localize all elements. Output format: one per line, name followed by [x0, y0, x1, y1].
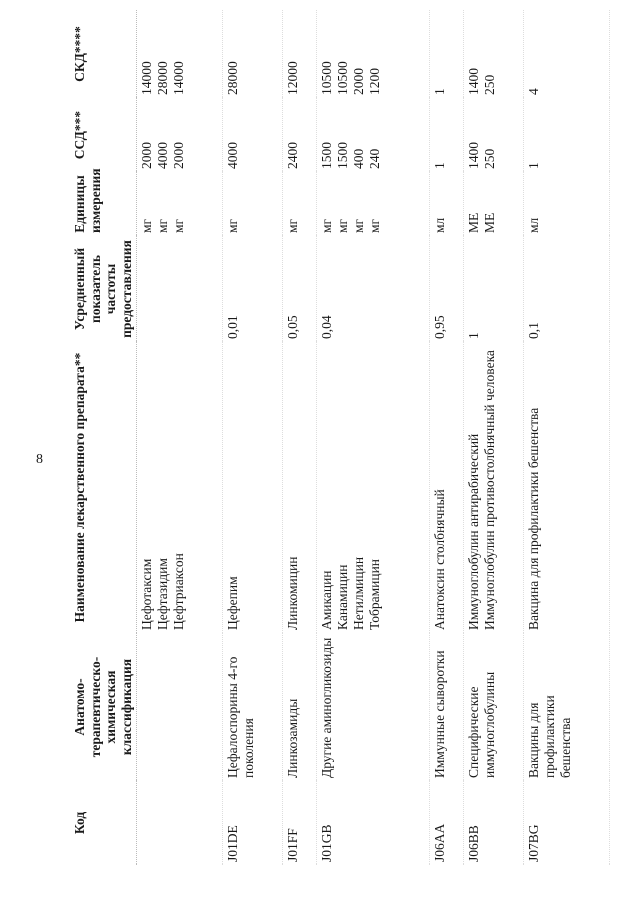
row-code: J01GB [319, 824, 335, 862]
table-row [523, 10, 609, 865]
row-ssd-item: 1500 [335, 142, 351, 169]
header-ssd: ССД*** [70, 98, 137, 172]
row-skd-item: 1 [431, 88, 447, 95]
row-ssd-item: 250 [481, 148, 497, 169]
row-frequency [137, 236, 223, 342]
row-unit-item: мл [431, 217, 447, 233]
table-row [317, 10, 429, 865]
row-unit-item: мг [351, 218, 367, 233]
row-ssd-item: 1500 [319, 142, 335, 169]
row-skd-item: 2000 [351, 68, 367, 95]
row-drug-name [137, 342, 223, 633]
row-drug-name-item: Цефепим [225, 576, 241, 630]
row-unit [137, 172, 223, 236]
table-row [283, 10, 317, 865]
row-ssd-item: 4000 [154, 142, 170, 169]
table-row [463, 10, 523, 865]
row-frequency: 0,1 [525, 322, 541, 339]
row-code: J06BB [465, 825, 481, 862]
row-code: J01DE [225, 825, 241, 862]
row-ssd [523, 98, 609, 172]
row-ssd [429, 98, 463, 172]
row-drug-name [523, 342, 609, 633]
header-classification: Анатомо-терапевтическо-химическая классификация [70, 633, 137, 781]
row-ssd [317, 98, 429, 172]
row-drug-name [223, 342, 283, 633]
row-skd-item: 28000 [225, 61, 241, 95]
row-drug-name [283, 342, 317, 633]
row-drug-name-item: Иммуноглобулин антирабический [465, 433, 481, 630]
row-drug-name [429, 342, 463, 633]
row-code [137, 781, 223, 865]
row-ssd-item: 1 [525, 162, 541, 169]
row-classification [137, 633, 223, 781]
row-frequency: 0,95 [431, 315, 447, 339]
row-drug-name [463, 342, 523, 633]
row-unit [283, 172, 317, 236]
row-skd [223, 10, 283, 98]
row-skd-item: 250 [481, 74, 497, 95]
row-ssd [137, 98, 223, 172]
row-drug-name-item: Цефтазидим [154, 558, 170, 630]
row-unit [223, 172, 283, 236]
row-drug-name-item: Линкомицин [285, 556, 301, 630]
row-drug-name-item: Вакцина для профилактики бешенства [525, 407, 541, 630]
row-unit-item: мг [335, 218, 351, 233]
row-skd-item: 14000 [170, 61, 186, 95]
row-unit [429, 172, 463, 236]
row-ssd-item: 2400 [285, 142, 301, 169]
row-skd [463, 10, 523, 98]
row-ssd-item: 2000 [170, 142, 186, 169]
row-frequency: 1 [465, 332, 481, 339]
row-skd-item: 10500 [335, 61, 351, 95]
row-code: J01FF [285, 828, 301, 862]
row-ssd-item: 240 [367, 148, 383, 169]
row-classification: Иммунные сыворотки [431, 650, 447, 778]
row-frequency: 0,05 [285, 315, 301, 339]
table-header-row [70, 10, 137, 865]
row-ssd [463, 98, 523, 172]
row-unit [523, 172, 609, 236]
row-skd-item: 4 [525, 88, 541, 95]
table-row [137, 10, 223, 865]
row-unit [463, 172, 523, 236]
row-unit-item: МЕ [481, 212, 497, 233]
row-unit [317, 172, 429, 236]
row-classification: Линкозамиды [285, 698, 301, 778]
row-classification: Специфические иммуноглобулины [465, 671, 497, 778]
row-unit-item: мл [525, 217, 541, 233]
row-skd [429, 10, 463, 98]
row-ssd-item: 400 [351, 148, 367, 169]
row-unit-item: мг [367, 218, 383, 233]
row-code: J06AA [431, 823, 447, 862]
row-drug-name-item: Тобрамицин [367, 558, 383, 630]
row-skd [523, 10, 609, 98]
row-unit-item: мг [225, 218, 241, 233]
row-drug-name-item: Цефотаксим [139, 558, 155, 630]
header-frequency: Усредненный показатель частоты предоставления [70, 236, 137, 342]
row-ssd-item: 1 [431, 162, 447, 169]
drug-table [70, 10, 610, 865]
row-skd [137, 10, 223, 98]
row-code: J07BG [525, 824, 541, 862]
row-drug-name-item: Анатоксин столбнячный [431, 489, 447, 630]
table-row [429, 10, 463, 865]
row-unit-item: мг [319, 218, 335, 233]
row-ssd-item: 2000 [139, 142, 155, 169]
row-classification: Цефалоспорины 4-го поколения [225, 656, 257, 778]
row-skd-item: 12000 [285, 61, 301, 95]
header-drug-name: Наименование лекарственного препарата** [70, 342, 137, 633]
row-drug-name-item: Нетилмицин [351, 556, 367, 630]
row-drug-name-item: Амикацин [319, 570, 335, 630]
row-ssd [283, 98, 317, 172]
page-number: 8 [36, 452, 43, 467]
row-skd-item: 10500 [319, 61, 335, 95]
row-ssd [223, 98, 283, 172]
row-skd-item: 1400 [465, 68, 481, 95]
row-frequency: 0,04 [319, 315, 335, 339]
table-body [137, 10, 610, 865]
header-skd: СКД**** [70, 10, 137, 98]
row-drug-name-item: Канамицин [335, 564, 351, 630]
table-row [223, 10, 283, 865]
header-code: Код [70, 781, 137, 865]
row-classification: Вакцины для профилактики бешенства [525, 695, 573, 778]
row-skd-item: 1200 [367, 68, 383, 95]
row-ssd-item: 4000 [225, 142, 241, 169]
row-unit-item: МЕ [465, 212, 481, 233]
row-drug-name-item: Иммуноглобулин противостолбнячный человека [481, 350, 497, 630]
row-classification: Другие аминогликозиды [319, 637, 335, 778]
row-skd [283, 10, 317, 98]
row-frequency: 0,01 [225, 315, 241, 339]
row-skd-item: 28000 [154, 61, 170, 95]
row-drug-name-item: Цефтриаксон [170, 553, 186, 630]
row-skd-item: 14000 [139, 61, 155, 95]
row-unit-item: мг [139, 218, 155, 233]
row-ssd-item: 1400 [465, 142, 481, 169]
row-skd [317, 10, 429, 98]
row-drug-name [317, 342, 429, 633]
row-unit-item: мг [170, 218, 186, 233]
row-unit-item: мг [285, 218, 301, 233]
row-unit-item: мг [154, 218, 170, 233]
header-units: Единицы измерения [70, 172, 137, 236]
